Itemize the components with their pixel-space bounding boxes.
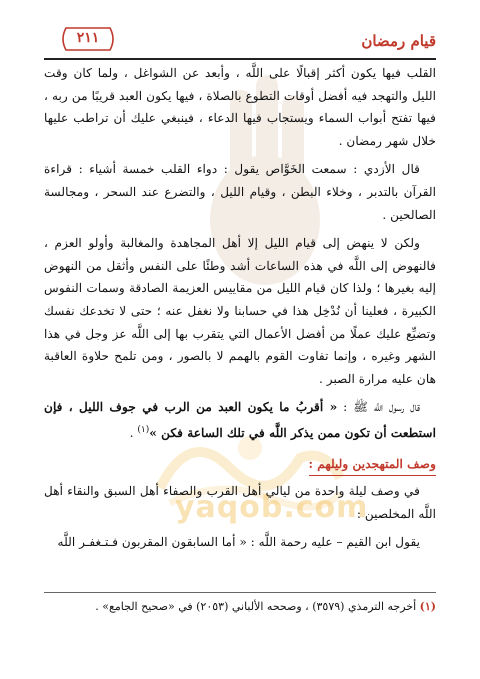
- hadith-lead: قال رسول اللَّه ﷺ :: [337, 400, 420, 415]
- paragraph-4: [44, 396, 436, 444]
- footnote-number: (١): [419, 600, 436, 613]
- page-number-badge: [58, 26, 118, 52]
- section-heading: وصف المتهجدين وليلهم :: [309, 453, 437, 477]
- hadith-text: « أقربُ ما يكون العبد من الرب في جوف الليل ، فإن استطعت أن تكون ممن يذكر اللَّه في تلك الساعة فكن »: [44, 400, 436, 440]
- page-body: [44, 62, 436, 560]
- hadith-end: .: [129, 425, 138, 440]
- paragraph-5: في وصف ليلة واحدة من ليالي أهل القرب والصفاء أهل السبق والنقاء أهل اللَّه المخلصين :: [44, 484, 436, 521]
- page-number: ٢١١: [76, 30, 100, 46]
- site-watermark: yaqob.com: [175, 490, 369, 525]
- running-title: قيام رمضان: [361, 32, 436, 50]
- paragraph-3: ولكن لا ينهض إلى قيام الليل إلا أهل المجاهدة والمغالبة وأولو العزم ، فالنهوض إلى اللَّه في هذه الساعات أشد وطئًا على النفس وأثقل من النهوض إليه بغيرها ؛ ولذا كان قيام الليل من مقاييس العزيمة الصادقة وسمات النفوس الكبيرة ، فعلينا أن نُدْخِل هذا في حسابنا ولا نغفل عنه ؛ حتى لا تخدعك نفسك وتضيِّع عليك عملًا من أفضل الأعمال التي يتقرب بها إلى اللَّه عز وجل في هذا الشهر وغيره ، وإنما تفاوت القوم بالهمم لا بالصور ، ومن تلمح حلاوة العاقبة هان عليه مرارة الصبر .: [44, 236, 436, 386]
- footnote-text: أخرجه الترمذي (٣٥٧٩) ، وصححه الألباني (٢٠٥٣) في «صحيح الجامع» .: [95, 600, 420, 613]
- paragraph-1: القلب فيها يكون أكثر إقبالًا على اللَّه ، وأبعد عن الشواغل ، ولما كان وقت الليل والتهجد فيه أفضل أوقات التطوع بالصلاة ، فيها يكون العبد قريبًا من ربه ، فيها تفتح أبواب السماء ويستجاب فيها الدعاء ، فينبغي عليك أن تراطب عليها خلال شهر رمضان .: [44, 66, 436, 148]
- footnote-ref[interactable]: (١): [137, 424, 150, 435]
- footnote-rule: [44, 592, 436, 593]
- footnote: [44, 598, 436, 616]
- header-rule: [44, 58, 436, 60]
- paragraph-6: يقول ابن القيم – عليه رحمة اللَّه : « أما السابقون المقربون فـتـغفـر اللَّه: [57, 535, 420, 550]
- paragraph-2: قال الأزدي : سمعت الخَوَّاص يقول : دواء القلب خمسة أشياء : قراءة القرآن بالتدبر ، وخلاء البطن ، وقيام الليل ، والتضرع عند السحر ، ومجالسة الصالحين .: [44, 162, 436, 222]
